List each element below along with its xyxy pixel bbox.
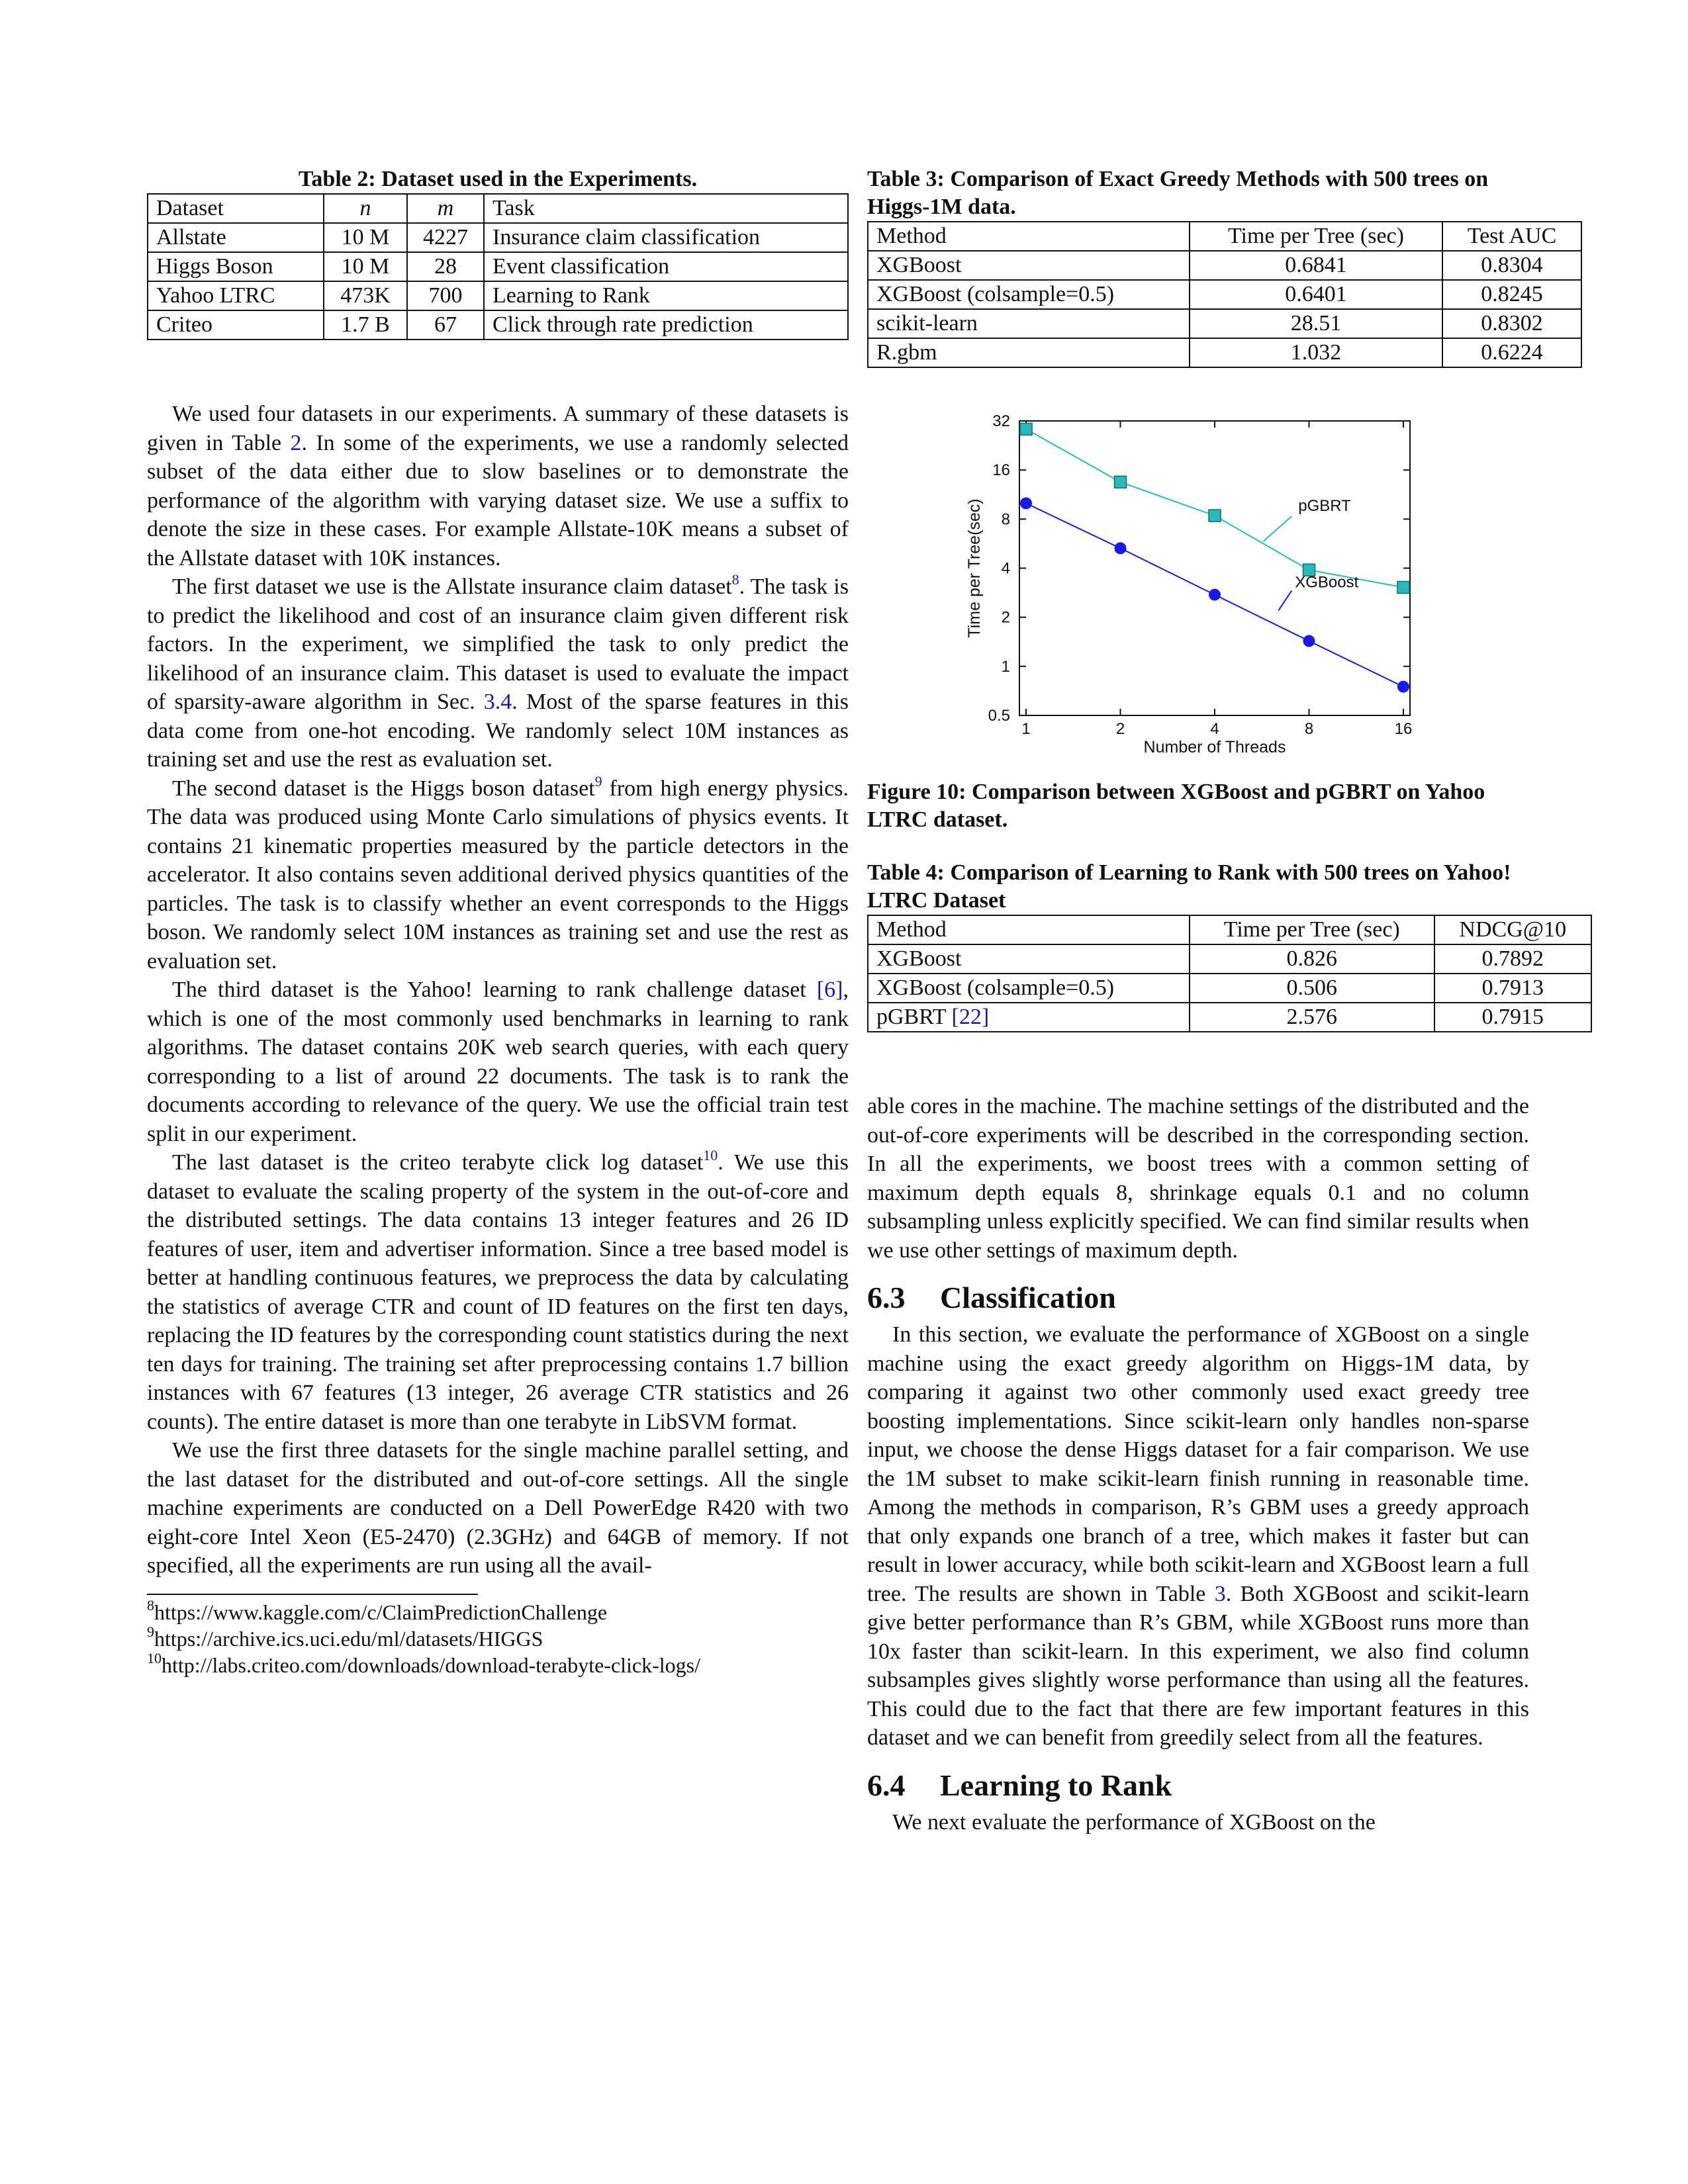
data-point-circle [1303, 635, 1315, 647]
table-cell: 700 [407, 281, 484, 310]
footnote [147, 1596, 849, 1625]
y-tick-label: 2 [1001, 608, 1010, 627]
section-heading-6-4 [867, 1767, 1529, 1804]
x-tick-label: 8 [1304, 720, 1314, 738]
table-cell: 4227 [407, 223, 484, 252]
footnote-number: 9 [147, 1623, 154, 1640]
paragraph [867, 1320, 1529, 1752]
table-cell: XGBoost (colsample=0.5) [868, 974, 1190, 1003]
table-cell: 0.7913 [1434, 974, 1591, 1003]
paragraph: able cores in the machine. The machine settings of the distributed and the out-of-core experiments will be described in the corresponding section. In all the experiments, we boost trees with a common setting of maximum depth equals 8, shrinkage equals 0.1 and no column subsampling unless explicitly specified. We can find similar results when we use other settings of maximum depth. [867, 1094, 1529, 1263]
table-cell: 0.826 [1190, 944, 1434, 974]
table4-caption: Table 4: Comparison of Learning to Rank with 500 trees on Yahoo! LTRC Dataset [867, 860, 1511, 913]
table-cell: R.gbm [868, 338, 1190, 367]
citation-link[interactable]: [6] [816, 978, 843, 1002]
table-header-cell: Test AUC [1442, 222, 1581, 251]
data-point-square [1209, 510, 1221, 522]
text-run: . Both XGBoost and scikit-learn give better performance than R’s GBM, while XGBoost runs more than 10x faster than scikit-learn. In this experiment, we also find column subsamples gives slightly worse performance than using all the features. This could due to the fact that there are few important features in this dataset and we can benefit from greedily select from all the features. [867, 1581, 1529, 1750]
data-point-circle [1115, 542, 1127, 554]
table-cell: Allstate [148, 223, 324, 252]
table2-caption: Table 2: Dataset used in the Experiments. [298, 167, 698, 191]
table2 [147, 193, 849, 340]
y-tick-label: 0.5 [988, 707, 1010, 725]
text-run: The third dataset is the Yahoo! learning to rank challenge dataset [172, 978, 817, 1002]
table-header-cell: Dataset [148, 194, 324, 223]
left-body-text [147, 400, 849, 1580]
footnote-divider [147, 1594, 478, 1595]
table-cell: Yahoo LTRC [148, 281, 324, 310]
footnote [147, 1625, 849, 1652]
text-run: The first dataset we use is the Allstate insurance claim dataset [172, 574, 732, 599]
table-cell: XGBoost (colsample=0.5) [868, 280, 1190, 309]
table-row [868, 251, 1581, 280]
text-run: The last dataset is the criteo terabyte click log dataset [172, 1150, 704, 1175]
table-cell: 2.576 [1190, 1003, 1434, 1032]
pgbrt-pointer [1263, 516, 1291, 541]
chart-series [1020, 423, 1409, 692]
series-label-pgbrt: pGBRT [1298, 497, 1351, 516]
footnote-ref-link[interactable]: 9 [594, 772, 602, 790]
table-row [868, 309, 1581, 338]
citation-link[interactable]: [22] [951, 1005, 990, 1029]
text-run: In this section, we evaluate the performance of XGBoost on a single machine using the exact greedy algorithm on Higgs-1M data, by comparing it against two other commonly used exact greedy tree boosting implementations. Since scikit-learn only handles non-sparse input, we choose the dense Higgs dataset for a fair comparison. We use the 1M subset to make scikit-learn finish running in reasonable time. Among the methods in comparison, R’s GBM uses a greedy approach that only expands one branch of a tree, which makes it faster but can result in lower accuracy, while both scikit-learn and XGBoost learn a full tree. The results are shown in Table [867, 1322, 1529, 1606]
text-run: We used four datasets in our experiments. A summary of these datasets is given in Table [147, 402, 849, 455]
table-cell: 0.6401 [1190, 280, 1442, 309]
table-row [868, 974, 1591, 1003]
text-run: . The task is to predict the likelihood and cost of an insurance claim given different risk factors. In the experiment, we simplified the task to only predict the likelihood of an insurance claim. This dataset is used to evaluate the impact of sparsity-aware algorithm in Sec. [147, 574, 849, 714]
figure10-caption: Figure 10: Comparison between XGBoost and pGBRT on Yahoo LTRC dataset. [867, 780, 1485, 832]
text-run: . In some of the experiments, we use a randomly selected subset of the data either due to slow baselines or to demonstrate the performance of the algorithm with varying dataset size. We use a suffix to denote the size in these cases. For example Allstate-10K means a subset of the Allstate dataset with 10K instances. [147, 430, 849, 570]
table-cell: 473K [324, 281, 407, 310]
table-row [148, 281, 848, 310]
figure10 [867, 401, 1582, 772]
table-cell: Event classification [484, 252, 848, 281]
text-run: , which is one of the most commonly used benchmarks in learning to rank algorithms. The dataset contains 20K web search queries, with each query corresponding to a list of around 22 documents. The task is to rank the documents according to relevance of the query. We use the official train test split in our experiment. [147, 978, 849, 1146]
text-run: The second dataset is the Higgs boson dataset [172, 776, 595, 801]
table-row [148, 252, 848, 281]
table-cell: Criteo [148, 310, 324, 340]
table-row [868, 1003, 1591, 1032]
footnote-text: https://www.kaggle.com/c/ClaimPredictionChallenge [154, 1600, 608, 1624]
table-row [868, 338, 1581, 367]
table-header-cell: m [407, 194, 484, 223]
table-cell: 28.51 [1190, 309, 1442, 338]
paragraph [147, 1148, 849, 1436]
table-cell: 0.8245 [1442, 280, 1581, 309]
x-tick-label: 1 [1021, 720, 1031, 738]
table-cell: XGBoost [868, 944, 1190, 974]
table-cell: 1.7 B [324, 310, 407, 340]
table-header-cell: Time per Tree (sec) [1190, 915, 1434, 944]
x-tick-label: 16 [1394, 720, 1413, 738]
footnote-text: http://labs.criteo.com/downloads/download-terabyte-click-logs/ [162, 1653, 701, 1677]
table-header-cell: n [324, 194, 407, 223]
table-header-row [868, 222, 1581, 251]
section-title: Classification [940, 1281, 1116, 1314]
y-tick-label: 8 [1001, 510, 1010, 529]
table-cell: 1.032 [1190, 338, 1442, 367]
table-cell: 0.6224 [1442, 338, 1581, 367]
table-cell: scikit-learn [868, 309, 1190, 338]
paragraph [147, 774, 849, 976]
section-number: 6.4 [867, 1768, 906, 1802]
table-header-cell: Method [868, 915, 1190, 944]
paragraph: We next evaluate the performance of XGBoost on the [892, 1809, 1376, 1835]
table-header-cell: Time per Tree (sec) [1190, 222, 1442, 251]
data-point-square [1397, 582, 1409, 594]
section-title: Learning to Rank [940, 1768, 1172, 1802]
y-tick-label: 32 [992, 412, 1010, 430]
y-axis-label: Time per Tree(sec) [965, 498, 984, 638]
plot-frame [1019, 421, 1410, 715]
data-point-circle [1209, 589, 1221, 601]
right-column [867, 165, 1582, 1837]
table-cell: Click through rate prediction [484, 310, 848, 340]
x-tick-label: 2 [1115, 720, 1125, 738]
table-header-row [868, 915, 1591, 944]
left-column [147, 165, 849, 1678]
table-cell: Insurance claim classification [484, 223, 848, 252]
table-row [868, 280, 1581, 309]
table-row [868, 944, 1591, 974]
table-cell: Higgs Boson [148, 252, 324, 281]
section-number: 6.3 [867, 1281, 906, 1314]
table4 [867, 915, 1592, 1032]
x-tick-label: 4 [1210, 720, 1219, 738]
table-cell: XGBoost [868, 251, 1190, 280]
text-run: from high energy physics. The data was produced using Monte Carlo simulations of physics events. It contains 21 kinematic properties measured by the particle detectors in the accelerator. It also contains seven additional derived physics quantities of the particles. The task is to classify whether an event corresponds to the Higgs boson. We randomly select 10M instances as training set and use the rest as evaluation set. [147, 776, 849, 974]
table-cell: 0.8302 [1442, 309, 1581, 338]
table-cell: 10 M [324, 223, 407, 252]
footnote-number: 10 [147, 1649, 162, 1666]
text-run: . We use this dataset to evaluate the scaling property of the system in the out-of-core and the distributed settings. The data contains 13 integer features and 26 ID features of user, item and advertiser information. Since a tree based model is better at handling continuous features, we preprocess the data by calculating the statistics of average CTR and count of ID features on the first ten days, replacing the ID features by the corresponding count statistics during the next ten days for training. The training set after preprocessing contains 1.7 billion instances with 67 features (13 integer, 26 average CTR statistics and 26 counts). The entire dataset is more than one terabyte in LibSVM format. [147, 1150, 849, 1434]
data-point-circle [1397, 681, 1409, 693]
xgboost-pointer [1278, 591, 1291, 611]
paragraph [147, 400, 849, 572]
data-point-circle [1020, 497, 1032, 509]
table-cell: 0.506 [1190, 974, 1434, 1003]
footnote-number: 8 [147, 1596, 154, 1614]
footnote-ref-link[interactable]: 8 [731, 571, 739, 588]
right-body-text [867, 1092, 1529, 1837]
data-point-square [1020, 423, 1032, 435]
line-chart [867, 401, 1582, 772]
footnote-text: https://archive.ics.uci.edu/ml/datasets/HIGGS [154, 1626, 543, 1651]
paragraph [147, 976, 849, 1148]
x-axis-label: Number of Threads [1143, 738, 1286, 756]
table-row [148, 310, 848, 340]
series-label-xgboost: XGBoost [1295, 573, 1359, 592]
table-cell: 28 [407, 252, 484, 281]
table3-caption: Table 3: Comparison of Exact Greedy Methods with 500 trees on Higgs-1M data. [867, 167, 1489, 219]
method-name: pGBRT [876, 1005, 947, 1029]
footnote-ref-link[interactable]: 10 [703, 1147, 718, 1163]
table-ref-link[interactable]: 2 [290, 430, 302, 455]
table-header-cell: NDCG@10 [1434, 915, 1591, 944]
y-tick-label: 4 [1001, 559, 1010, 578]
table-cell: 0.7915 [1434, 1003, 1591, 1032]
table3 [867, 221, 1582, 368]
table-cell: 0.6841 [1190, 251, 1442, 280]
paragraph: We use the first three datasets for the single machine parallel setting, and the last dataset for the distributed and out-of-core settings. All the single machine experiments are conducted on a Dell PowerEdge R420 with two eight-core Intel Xeon (E5-2470) (2.3GHz) and 64GB of memory. If not specified, all the experiments are run using all the avail- [147, 1438, 849, 1578]
table-cell: 0.7892 [1434, 944, 1591, 974]
table-header-row [148, 194, 848, 223]
y-tick-label: 1 [1001, 657, 1010, 676]
footnotes [147, 1596, 849, 1678]
chart-labels [1263, 497, 1358, 610]
paragraph [147, 572, 849, 774]
table-cell: 0.8304 [1442, 251, 1581, 280]
table-header-cell: Method [868, 222, 1190, 251]
table-header-cell: Task [484, 194, 848, 223]
data-point-square [1115, 476, 1127, 488]
section-ref-link[interactable]: 3.4 [483, 690, 512, 714]
table-cell [868, 1003, 1190, 1032]
footnote [147, 1649, 849, 1678]
y-tick-label: 16 [992, 461, 1010, 480]
table-cell: Learning to Rank [484, 281, 848, 310]
section-heading-6-3 [867, 1279, 1529, 1316]
table-row [148, 223, 848, 252]
table-cell: 67 [407, 310, 484, 340]
text-run: . Most of the sparse features in this data come from one-hot encoding. We randomly select 10M instances as training set and use the rest as evaluation set. [147, 690, 849, 772]
table-cell: 10 M [324, 252, 407, 281]
table-ref-link[interactable]: 3 [1214, 1581, 1226, 1606]
